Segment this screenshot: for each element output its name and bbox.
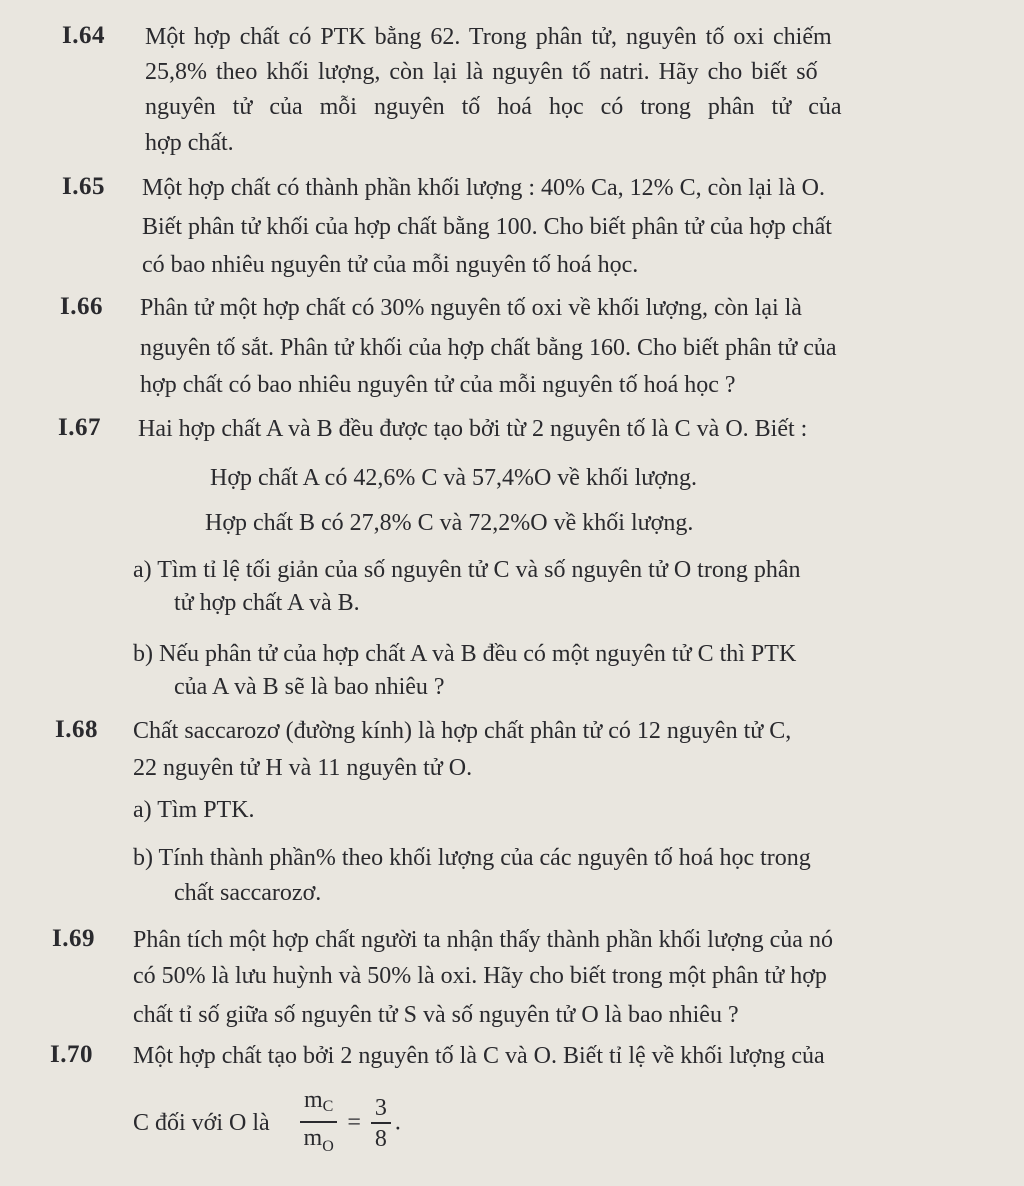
- problem-text-line: Phân tử một hợp chất có 30% nguyên tố oxi về khối lượng, còn lại là: [140, 295, 802, 321]
- problem-number: I.66: [60, 293, 103, 320]
- problem-text-line: Hai hợp chất A và B đều được tạo bởi từ 2 nguyên tố là C và O. Biết :: [138, 416, 808, 442]
- mass-symbol: m: [303, 1125, 323, 1151]
- fraction-numerator: [300, 1086, 337, 1123]
- problem-number: I.64: [62, 22, 105, 49]
- problem-text-line: Hợp chất B có 27,8% C và 72,2%O về khối lượng.: [205, 510, 694, 536]
- problem-text-line: Biết phân tử khối của hợp chất bằng 100. Cho biết phân tử của hợp chất: [142, 214, 832, 240]
- equals-sign: =: [347, 1109, 361, 1136]
- ratio-denominator: 8: [374, 1126, 387, 1152]
- problem-text-line: hợp chất.: [145, 130, 234, 156]
- problem-text-line: có 50% là lưu huỳnh và 50% là oxi. Hãy cho biết trong một phân tử hợp: [133, 963, 827, 989]
- problem-number: I.67: [58, 414, 101, 441]
- mass-symbol: m: [304, 1087, 323, 1113]
- problem-text-line: a) Tìm PTK.: [133, 797, 255, 823]
- problem-text-line: hợp chất có bao nhiêu nguyên tử của mỗi nguyên tố hoá học ?: [140, 372, 736, 398]
- problem-text-line: C đối với O là: [133, 1110, 270, 1136]
- fraction-denominator: [300, 1123, 337, 1162]
- problem-text-line: b) Tính thành phần% theo khối lượng của các nguyên tố hoá học trong: [133, 845, 811, 871]
- problem-text-line: a) Tìm tỉ lệ tối giản của số nguyên tử C và số nguyên tử O trong phân: [133, 557, 801, 583]
- problem-number: I.70: [50, 1041, 93, 1068]
- oxygen-subscript: O: [322, 1138, 334, 1155]
- problem-text-line: tử hợp chất A và B.: [174, 590, 360, 616]
- period: .: [394, 1109, 401, 1136]
- ratio-value-fraction: [371, 1094, 391, 1154]
- carbon-subscript: C: [322, 1098, 334, 1115]
- problem-text-line: 22 nguyên tử H và 11 nguyên tử O.: [133, 755, 473, 781]
- problem-text-line: của A và B sẽ là bao nhiêu ?: [174, 674, 445, 700]
- problem-text-line: chất saccarozơ.: [174, 880, 322, 906]
- problem-text-line: nguyên tố sắt. Phân tử khối của hợp chất bằng 160. Cho biết phân tử của: [140, 335, 837, 361]
- problem-text-line: Hợp chất A có 42,6% C và 57,4%O về khối lượng.: [210, 465, 697, 491]
- problem-text-line: Một hợp chất có thành phần khối lượng : 40% Ca, 12% C, còn lại là O.: [142, 175, 825, 201]
- problem-text-line: Phân tích một hợp chất người ta nhận thấy thành phần khối lượng của nó: [133, 927, 833, 953]
- problem-text-line: b) Nếu phân tử của hợp chất A và B đều có một nguyên tử C thì PTK: [133, 641, 797, 667]
- problem-text-line: Chất saccarozơ (đường kính) là hợp chất phân tử có 12 nguyên tử C,: [133, 718, 792, 744]
- problem-text-line: có bao nhiêu nguyên tử của mỗi nguyên tố hoá học.: [142, 252, 639, 278]
- mass-ratio-formula: [296, 1086, 401, 1162]
- ratio-numerator: 3: [371, 1094, 391, 1124]
- problem-text-line: 25,8% theo khối lượng, còn lại là nguyên tố natri. Hãy cho biết số: [145, 59, 818, 85]
- mass-ratio-fraction: [300, 1086, 337, 1162]
- problem-text-line: Một hợp chất tạo bởi 2 nguyên tố là C và O. Biết tỉ lệ về khối lượng của: [133, 1043, 825, 1069]
- problem-number: I.65: [62, 173, 105, 200]
- problem-text-line: chất tỉ số giữa số nguyên tử S và số nguyên tử O là bao nhiêu ?: [133, 1002, 739, 1028]
- problem-text-line: Một hợp chất có PTK bằng 62. Trong phân tử, nguyên tố oxi chiếm: [145, 24, 832, 50]
- problem-number: I.68: [55, 716, 98, 743]
- problem-text-line: nguyên tử của mỗi nguyên tố hoá học có trong phân tử của: [145, 94, 842, 120]
- problem-number: I.69: [52, 925, 95, 952]
